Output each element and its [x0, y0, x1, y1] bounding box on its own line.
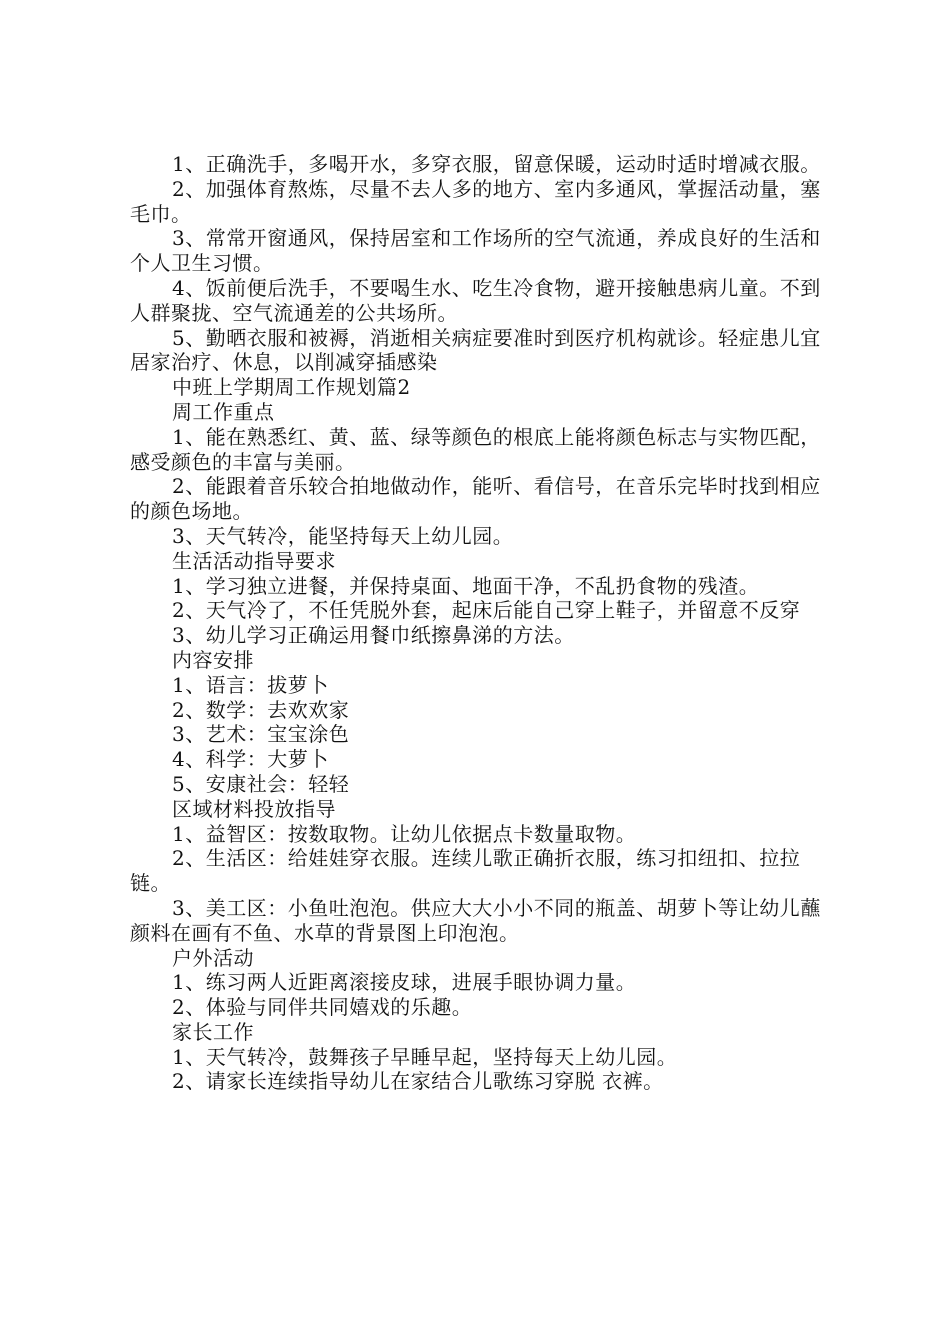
- content-plan-item-1: 1、语言：拔萝卜: [172, 672, 329, 697]
- parents-item-1: 1、天气转冷，鼓舞孩子早睡早起，坚持每天上幼儿园。: [172, 1044, 678, 1069]
- outdoor-item-1: 1、练习两人近距离滚接皮球，进展手眼协调力量。: [172, 970, 637, 995]
- content-plan-item-2: 2、数学：去欢欢家: [172, 697, 350, 722]
- outdoor-item-2: 2、体验与同伴共同嬉戏的乐趣。: [172, 995, 473, 1020]
- daily-life-item-3: 3、幼儿学习正确运用餐巾纸擦鼻涕的方法。: [172, 623, 575, 648]
- parents-item-2: 2、请家长连续指导幼儿在家结合儿歌练习穿脱 衣裤。: [172, 1069, 664, 1094]
- area-materials-item-1: 1、益智区：按数取物。让幼儿依据点卡数量取物。: [172, 821, 637, 846]
- heading-daily-life: 生活活动指导要求: [172, 548, 336, 573]
- heading-area-materials: 区域材料投放指导: [172, 796, 336, 821]
- daily-life-item-1: 1、学习独立进餐，并保持桌面、地面干净，不乱扔食物的残渣。: [172, 573, 760, 598]
- focus-item-3: 3、天气转冷，能坚持每天上幼儿园。: [172, 523, 514, 548]
- section-title: 中班上学期周工作规划篇2: [172, 375, 411, 400]
- focus-item-2: 2、能跟着音乐较合拍地做动作，能听、看信号，在音乐完毕时找到相应的颜色场地。: [130, 474, 821, 524]
- paragraph-hygiene-3: 3、常常开窗通风，保持居室和工作场所的空气流通，养成良好的生活和个人卫生习惯。: [130, 226, 821, 276]
- paragraph-hygiene-1: 1、正确洗手，多喝开水，多穿衣服，留意保暖，运动时适时增减衣服。: [172, 152, 821, 176]
- daily-life-item-2: 2、天气冷了，不任凭脱外套，起床后能自己穿上鞋子，并留意不反穿: [172, 598, 801, 623]
- document-body: [0, 152, 950, 1094]
- content-plan-item-3: 3、艺术：宝宝涂色: [172, 722, 350, 747]
- paragraph-hygiene-4: 4、饭前便后洗手，不要喝生水、吃生冷食物，避开接触患病儿童。不到人群聚拢、空气流通差的公共场所。: [130, 275, 821, 325]
- focus-item-1: 1、能在熟悉红、黄、蓝、绿等颜色的根底上能将颜色标志与实物匹配，感受颜色的丰富与美丽。: [130, 424, 821, 474]
- content-plan-item-4: 4、科学：大萝卜: [172, 747, 329, 772]
- area-materials-item-2: 2、生活区：给娃娃穿衣服。连续儿歌正确折衣服，练习扣纽扣、拉拉链。: [130, 846, 801, 896]
- paragraph-hygiene-2: 2、加强体育熬炼，尽量不去人多的地方、室内多通风，掌握活动量，塞毛巾。: [130, 176, 821, 226]
- area-materials-item-3: 3、美工区：小鱼吐泡泡。供应大大小小不同的瓶盖、胡萝卜等让幼儿蘸颜料在画有不鱼、水草的背景图上印泡泡。: [130, 895, 821, 945]
- heading-content-plan: 内容安排: [172, 647, 254, 672]
- heading-parents: 家长工作: [172, 1019, 254, 1044]
- heading-weekly-focus: 周工作重点: [172, 399, 275, 424]
- paragraph-hygiene-5: 5、勤晒衣服和被褥，消逝相关病症要准时到医疗机构就诊。轻症患儿宜居家治疗、休息，以削减穿插感染: [130, 325, 821, 375]
- heading-outdoor: 户外活动: [172, 945, 254, 970]
- content-plan-item-5: 5、安康社会：轻轻: [172, 771, 350, 796]
